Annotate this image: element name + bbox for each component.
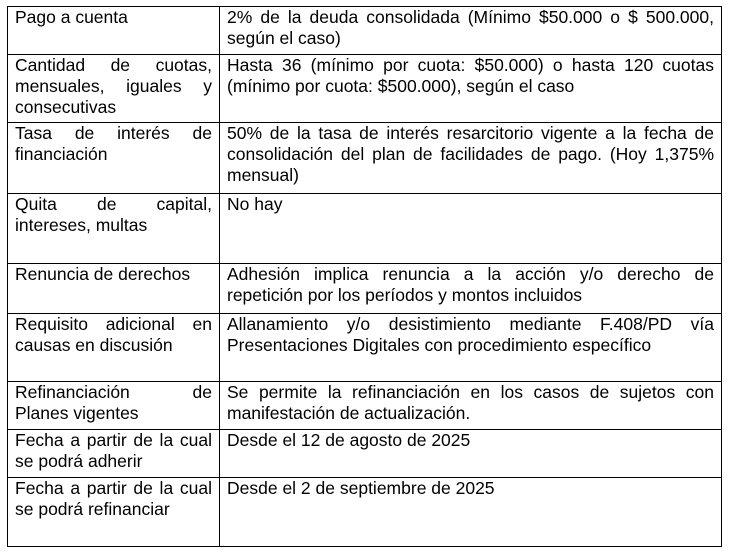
table-row <box>8 55 722 123</box>
row-label: Fecha a partir de la cual se podrá refinanciar <box>8 478 220 547</box>
row-value: 2% de la deuda consolidada (Mínimo $50.000 o $ 500.000, según el caso) <box>220 7 722 55</box>
table-row <box>8 430 722 478</box>
row-label: Pago a cuenta <box>8 7 220 55</box>
row-value: 50% de la tasa de interés resarcitorio vigente a la fecha de consolidación del plan de facilidades de pago. (Hoy 1,375% mensual) <box>220 123 722 194</box>
table-row <box>8 382 722 430</box>
table-row <box>8 264 722 314</box>
table-row <box>8 7 722 55</box>
row-label: Tasa de interés de financiación <box>8 123 220 194</box>
row-label: Requisito adicional en causas en discusión <box>8 314 220 382</box>
row-label: Renuncia de derechos <box>8 264 220 314</box>
row-value: Hasta 36 (mínimo por cuota: $50.000) o hasta 120 cuotas (mínimo por cuota: $500.000), según el caso <box>220 55 722 123</box>
table-row <box>8 478 722 547</box>
table-row <box>8 194 722 264</box>
row-label: Quita de capital, intereses, multas <box>8 194 220 264</box>
table-row <box>8 123 722 194</box>
row-value: Adhesión implica renuncia a la acción y/o derecho de repetición por los períodos y montos incluidos <box>220 264 722 314</box>
row-label: Refinanciación de Planes vigentes <box>8 382 220 430</box>
row-value: Allanamiento y/o desistimiento mediante F.408/PD vía Presentaciones Digitales con procedimiento específico <box>220 314 722 382</box>
row-value: Se permite la refinanciación en los casos de sujetos con manifestación de actualización. <box>220 382 722 430</box>
row-label: Fecha a partir de la cual se podrá adherir <box>8 430 220 478</box>
row-value: Desde el 2 de septiembre de 2025 <box>220 478 722 547</box>
row-label: Cantidad de cuotas, mensuales, iguales y consecutivas <box>8 55 220 123</box>
table-row <box>8 314 722 382</box>
row-value: No hay <box>220 194 722 264</box>
payment-plan-terms-table <box>7 6 722 547</box>
row-value: Desde el 12 de agosto de 2025 <box>220 430 722 478</box>
